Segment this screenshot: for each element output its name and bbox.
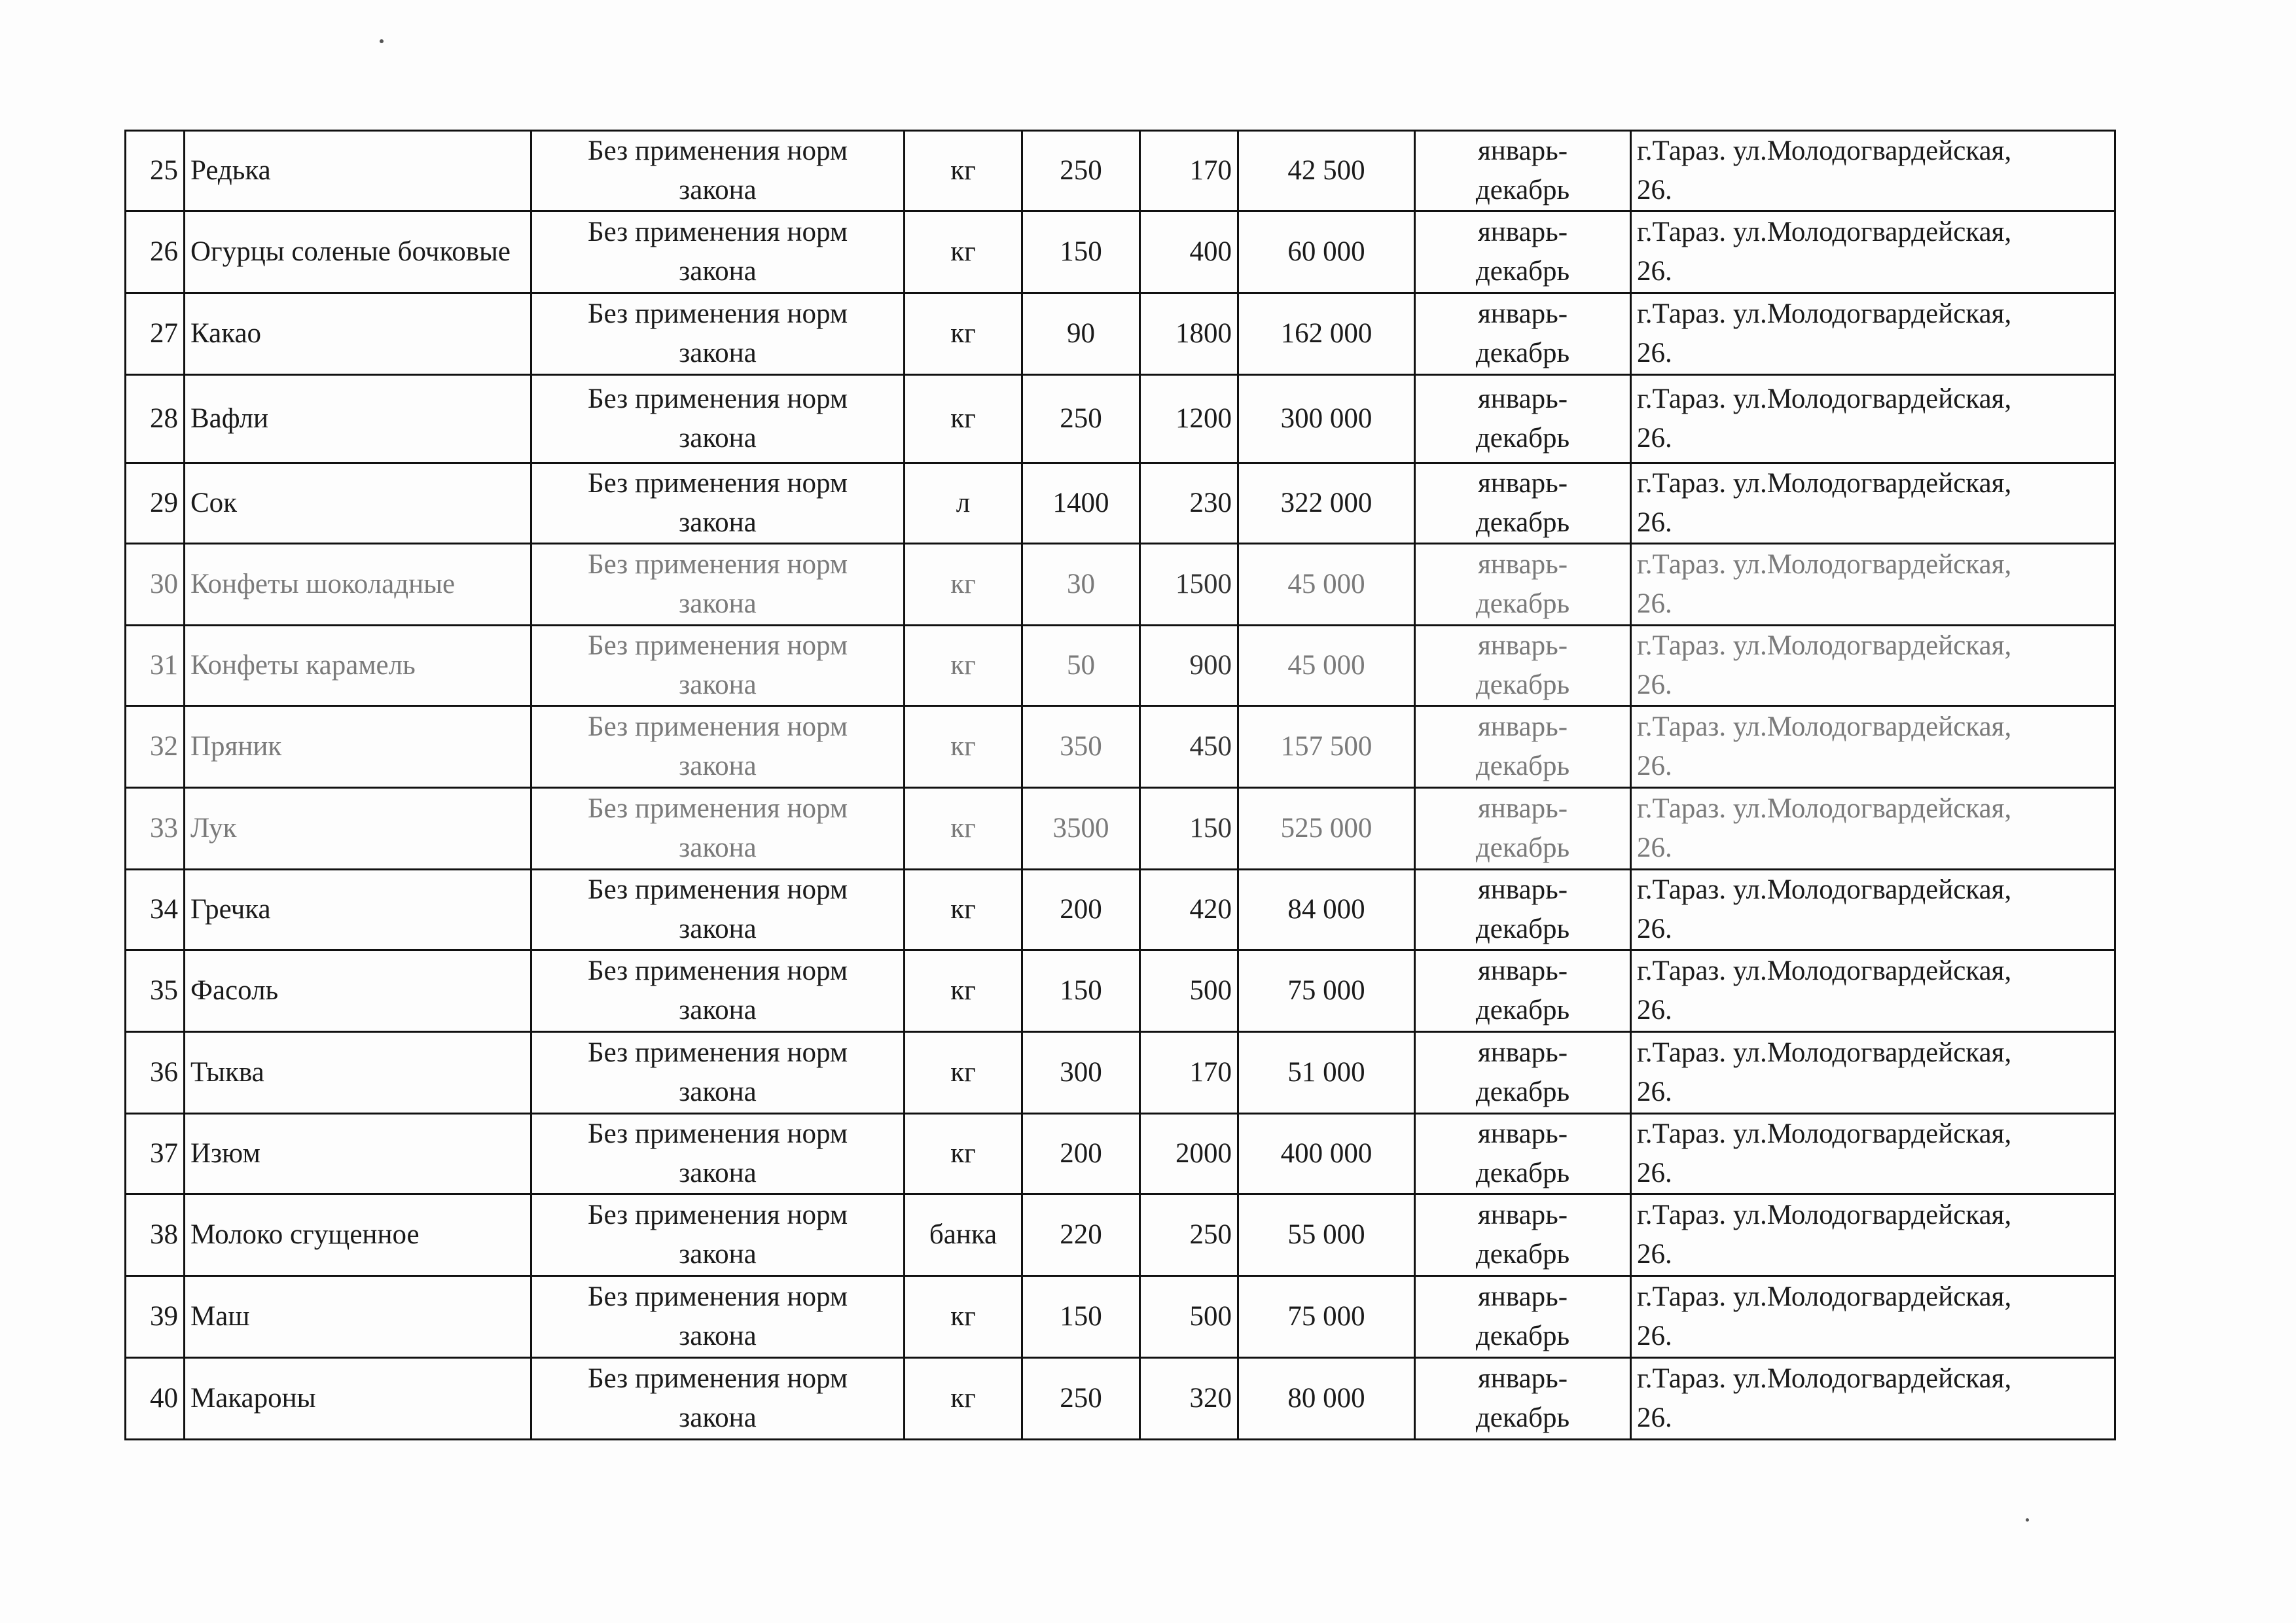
quantity: 200 [1022, 870, 1140, 950]
delivery-place-line1: г.Тараз. ул.Молодогвардейская, [1637, 1363, 2012, 1394]
unit: кг [905, 626, 1022, 706]
table-row [126, 1276, 2115, 1358]
unit-price: 230 [1140, 463, 1238, 544]
delivery-place-line2: 26. [1637, 751, 1672, 781]
product-name: Конфеты шоколадные [185, 544, 531, 626]
delivery-period [1415, 626, 1631, 706]
table-row [126, 293, 2115, 375]
unit: кг [905, 870, 1022, 950]
delivery-period-line2: декабрь [1475, 588, 1570, 619]
delivery-place [1631, 544, 2115, 626]
delivery-period-line1: январь- [1477, 630, 1568, 661]
delivery-place-line2: 26. [1637, 338, 1672, 368]
procurement-method-line2: закона [679, 1077, 757, 1107]
procurement-method-line1: Без применения норм [587, 1281, 848, 1312]
product-name: Какао [185, 293, 531, 375]
row-number: 37 [126, 1114, 185, 1194]
procurement-method-line1: Без применения норм [587, 298, 848, 329]
delivery-place [1631, 1276, 2115, 1358]
unit: кг [905, 544, 1022, 626]
delivery-period-line2: декабрь [1475, 914, 1570, 944]
product-name: Изюм [185, 1114, 531, 1194]
table-row [126, 870, 2115, 950]
row-number: 30 [126, 544, 185, 626]
total-amount: 300 000 [1238, 375, 1415, 463]
quantity: 150 [1022, 211, 1140, 293]
delivery-period [1415, 211, 1631, 293]
unit: кг [905, 1276, 1022, 1358]
unit-price: 900 [1140, 626, 1238, 706]
unit-price: 450 [1140, 706, 1238, 788]
delivery-place-line2: 26. [1637, 588, 1672, 619]
row-number: 33 [126, 788, 185, 870]
procurement-method [531, 544, 905, 626]
row-number: 40 [126, 1358, 185, 1440]
unit: банка [905, 1194, 1022, 1276]
unit-price: 170 [1140, 1032, 1238, 1114]
procurement-method-line2: закона [679, 175, 757, 205]
procurement-method [531, 788, 905, 870]
delivery-period-line2: декабрь [1475, 751, 1570, 781]
row-number: 27 [126, 293, 185, 375]
delivery-period-line1: январь- [1477, 793, 1568, 824]
product-name: Сок [185, 463, 531, 544]
delivery-period-line1: январь- [1477, 711, 1568, 742]
unit-price: 320 [1140, 1358, 1238, 1440]
delivery-period-line2: декабрь [1475, 1158, 1570, 1188]
procurement-method-line2: закона [679, 1158, 757, 1188]
quantity: 300 [1022, 1032, 1140, 1114]
table-row [126, 1032, 2115, 1114]
unit: кг [905, 1032, 1022, 1114]
delivery-period-line1: январь- [1477, 468, 1568, 499]
delivery-period-line2: декабрь [1475, 669, 1570, 700]
unit: кг [905, 131, 1022, 211]
table-row [126, 131, 2115, 211]
delivery-place-line2: 26. [1637, 1321, 1672, 1351]
delivery-period [1415, 870, 1631, 950]
procurement-method [531, 1358, 905, 1440]
delivery-place-line2: 26. [1637, 507, 1672, 538]
delivery-place-line2: 26. [1637, 832, 1672, 863]
unit-price: 420 [1140, 870, 1238, 950]
total-amount: 162 000 [1238, 293, 1415, 375]
unit: кг [905, 950, 1022, 1032]
procurement-method [531, 1114, 905, 1194]
product-name: Вафли [185, 375, 531, 463]
procurement-method-line2: закона [679, 832, 757, 863]
delivery-place-line2: 26. [1637, 995, 1672, 1026]
product-name: Огурцы соленые бочковые [185, 211, 531, 293]
procurement-method [531, 211, 905, 293]
quantity: 90 [1022, 293, 1140, 375]
scan-speck [2026, 1518, 2029, 1522]
procurement-method-line2: закона [679, 995, 757, 1026]
row-number: 36 [126, 1032, 185, 1114]
delivery-place-line1: г.Тараз. ул.Молодогвардейская, [1637, 1200, 2012, 1230]
delivery-place-line1: г.Тараз. ул.Молодогвардейская, [1637, 955, 2012, 986]
unit-price: 1800 [1140, 293, 1238, 375]
product-name: Лук [185, 788, 531, 870]
delivery-place [1631, 788, 2115, 870]
delivery-period-line2: декабрь [1475, 507, 1570, 538]
procurement-method-line2: закона [679, 1239, 757, 1270]
row-number: 38 [126, 1194, 185, 1276]
delivery-place-line1: г.Тараз. ул.Молодогвардейская, [1637, 298, 2012, 329]
total-amount: 60 000 [1238, 211, 1415, 293]
total-amount: 84 000 [1238, 870, 1415, 950]
product-name: Пряник [185, 706, 531, 788]
unit-price: 1500 [1140, 544, 1238, 626]
unit-price: 500 [1140, 950, 1238, 1032]
row-number: 28 [126, 375, 185, 463]
delivery-place [1631, 375, 2115, 463]
table-body [126, 131, 2115, 1440]
unit-price: 250 [1140, 1194, 1238, 1276]
delivery-place-line1: г.Тараз. ул.Молодогвардейская, [1637, 549, 2012, 580]
total-amount: 75 000 [1238, 1276, 1415, 1358]
procurement-method-line2: закона [679, 507, 757, 538]
delivery-place-line1: г.Тараз. ул.Молодогвардейская, [1637, 217, 2012, 247]
unit-price: 170 [1140, 131, 1238, 211]
delivery-period [1415, 1194, 1631, 1276]
procurement-method-line1: Без применения норм [587, 630, 848, 661]
row-number: 39 [126, 1276, 185, 1358]
delivery-place-line2: 26. [1637, 1402, 1672, 1433]
total-amount: 45 000 [1238, 544, 1415, 626]
table-row [126, 544, 2115, 626]
delivery-period [1415, 706, 1631, 788]
delivery-place [1631, 463, 2115, 544]
procurement-method [531, 131, 905, 211]
table-row [126, 375, 2115, 463]
unit-price: 2000 [1140, 1114, 1238, 1194]
delivery-period [1415, 1358, 1631, 1440]
procurement-method-line1: Без применения норм [587, 383, 848, 414]
delivery-period [1415, 788, 1631, 870]
delivery-place-line2: 26. [1637, 669, 1672, 700]
procurement-method [531, 950, 905, 1032]
delivery-place-line2: 26. [1637, 256, 1672, 287]
delivery-place [1631, 950, 2115, 1032]
row-number: 34 [126, 870, 185, 950]
procurement-method-line1: Без применения норм [587, 874, 848, 905]
table-row [126, 1194, 2115, 1276]
table-row [126, 463, 2115, 544]
delivery-period-line1: январь- [1477, 1281, 1568, 1312]
delivery-place-line2: 26. [1637, 1158, 1672, 1188]
delivery-period-line2: декабрь [1475, 175, 1570, 205]
quantity: 250 [1022, 1358, 1140, 1440]
procurement-method-line2: закона [679, 338, 757, 368]
delivery-place [1631, 131, 2115, 211]
procurement-method [531, 706, 905, 788]
delivery-period-line1: январь- [1477, 383, 1568, 414]
product-name: Фасоль [185, 950, 531, 1032]
delivery-period-line2: декабрь [1475, 1077, 1570, 1107]
procurement-method-line2: закона [679, 256, 757, 287]
delivery-place [1631, 1032, 2115, 1114]
delivery-period-line2: декабрь [1475, 1321, 1570, 1351]
row-number: 25 [126, 131, 185, 211]
delivery-place [1631, 706, 2115, 788]
delivery-period-line1: январь- [1477, 549, 1568, 580]
procurement-method-line2: закона [679, 669, 757, 700]
quantity: 250 [1022, 131, 1140, 211]
delivery-place-line1: г.Тараз. ул.Молодогвардейская, [1637, 383, 2012, 414]
delivery-period-line1: январь- [1477, 298, 1568, 329]
delivery-period [1415, 950, 1631, 1032]
quantity: 3500 [1022, 788, 1140, 870]
table-row [126, 626, 2115, 706]
quantity: 150 [1022, 950, 1140, 1032]
product-name: Тыква [185, 1032, 531, 1114]
procurement-method-line2: закона [679, 1402, 757, 1433]
product-name: Конфеты карамель [185, 626, 531, 706]
product-name: Гречка [185, 870, 531, 950]
procurement-method-line2: закона [679, 423, 757, 454]
procurement-method-line1: Без применения норм [587, 1363, 848, 1394]
delivery-period-line2: декабрь [1475, 1239, 1570, 1270]
delivery-place-line1: г.Тараз. ул.Молодогвардейская, [1637, 135, 2012, 166]
procurement-method-line2: закона [679, 751, 757, 781]
delivery-place [1631, 1194, 2115, 1276]
procurement-method [531, 626, 905, 706]
procurement-method [531, 870, 905, 950]
delivery-period-line1: январь- [1477, 217, 1568, 247]
delivery-place-line2: 26. [1637, 175, 1672, 205]
procurement-method-line1: Без применения норм [587, 1200, 848, 1230]
delivery-place [1631, 1358, 2115, 1440]
procurement-method-line1: Без применения норм [587, 468, 848, 499]
unit: кг [905, 211, 1022, 293]
delivery-period [1415, 1114, 1631, 1194]
delivery-period-line1: январь- [1477, 1200, 1568, 1230]
quantity: 1400 [1022, 463, 1140, 544]
delivery-place [1631, 1114, 2115, 1194]
quantity: 50 [1022, 626, 1140, 706]
product-name: Маш [185, 1276, 531, 1358]
unit: кг [905, 293, 1022, 375]
product-name: Редька [185, 131, 531, 211]
procurement-method [531, 463, 905, 544]
procurement-method-line1: Без применения норм [587, 135, 848, 166]
procurement-method-line1: Без применения норм [587, 549, 848, 580]
table-row [126, 950, 2115, 1032]
procurement-table [124, 130, 2116, 1440]
unit: кг [905, 1114, 1022, 1194]
delivery-place-line2: 26. [1637, 1239, 1672, 1270]
total-amount: 45 000 [1238, 626, 1415, 706]
procurement-method-line1: Без применения норм [587, 955, 848, 986]
delivery-place [1631, 211, 2115, 293]
procurement-method-line2: закона [679, 1321, 757, 1351]
product-name: Молоко сгущенное [185, 1194, 531, 1276]
row-number: 31 [126, 626, 185, 706]
quantity: 250 [1022, 375, 1140, 463]
unit-price: 400 [1140, 211, 1238, 293]
procurement-method-line1: Без применения норм [587, 793, 848, 824]
total-amount: 400 000 [1238, 1114, 1415, 1194]
delivery-period-line1: январь- [1477, 874, 1568, 905]
delivery-place-line2: 26. [1637, 423, 1672, 454]
total-amount: 80 000 [1238, 1358, 1415, 1440]
procurement-method-line2: закона [679, 588, 757, 619]
total-amount: 75 000 [1238, 950, 1415, 1032]
delivery-period [1415, 544, 1631, 626]
procurement-method [531, 293, 905, 375]
unit: кг [905, 375, 1022, 463]
delivery-period-line1: январь- [1477, 135, 1568, 166]
delivery-place-line2: 26. [1637, 1077, 1672, 1107]
delivery-place-line1: г.Тараз. ул.Молодогвардейская, [1637, 630, 2012, 661]
total-amount: 42 500 [1238, 131, 1415, 211]
delivery-period [1415, 131, 1631, 211]
delivery-place-line2: 26. [1637, 914, 1672, 944]
delivery-place-line1: г.Тараз. ул.Молодогвардейская, [1637, 1037, 2012, 1068]
row-number: 35 [126, 950, 185, 1032]
delivery-period-line2: декабрь [1475, 1402, 1570, 1433]
total-amount: 51 000 [1238, 1032, 1415, 1114]
table-row [126, 788, 2115, 870]
delivery-place-line1: г.Тараз. ул.Молодогвардейская, [1637, 793, 2012, 824]
procurement-method [531, 1032, 905, 1114]
delivery-place-line1: г.Тараз. ул.Молодогвардейская, [1637, 874, 2012, 905]
product-name: Макароны [185, 1358, 531, 1440]
delivery-period [1415, 375, 1631, 463]
procurement-method [531, 1194, 905, 1276]
procurement-method-line1: Без применения норм [587, 217, 848, 247]
quantity: 350 [1022, 706, 1140, 788]
unit: кг [905, 706, 1022, 788]
total-amount: 55 000 [1238, 1194, 1415, 1276]
procurement-method-line2: закона [679, 914, 757, 944]
row-number: 29 [126, 463, 185, 544]
total-amount: 322 000 [1238, 463, 1415, 544]
quantity: 150 [1022, 1276, 1140, 1358]
delivery-period-line1: январь- [1477, 1037, 1568, 1068]
scan-speck [380, 39, 384, 43]
delivery-period-line2: декабрь [1475, 995, 1570, 1026]
total-amount: 525 000 [1238, 788, 1415, 870]
procurement-method-line1: Без применения норм [587, 1037, 848, 1068]
unit: кг [905, 1358, 1022, 1440]
delivery-place-line1: г.Тараз. ул.Молодогвардейская, [1637, 1118, 2012, 1149]
delivery-period-line2: декабрь [1475, 256, 1570, 287]
delivery-period-line1: январь- [1477, 1118, 1568, 1149]
delivery-period-line1: январь- [1477, 955, 1568, 986]
delivery-place-line1: г.Тараз. ул.Молодогвардейская, [1637, 468, 2012, 499]
delivery-place [1631, 293, 2115, 375]
quantity: 220 [1022, 1194, 1140, 1276]
table-row [126, 706, 2115, 788]
delivery-period [1415, 1032, 1631, 1114]
unit: л [905, 463, 1022, 544]
delivery-period [1415, 463, 1631, 544]
delivery-place [1631, 870, 2115, 950]
delivery-place-line1: г.Тараз. ул.Молодогвардейская, [1637, 1281, 2012, 1312]
procurement-method-line1: Без применения норм [587, 1118, 848, 1149]
delivery-place-line1: г.Тараз. ул.Молодогвардейская, [1637, 711, 2012, 742]
delivery-period-line2: декабрь [1475, 338, 1570, 368]
procurement-method-line1: Без применения норм [587, 711, 848, 742]
quantity: 200 [1022, 1114, 1140, 1194]
delivery-period-line1: январь- [1477, 1363, 1568, 1394]
delivery-place [1631, 626, 2115, 706]
row-number: 26 [126, 211, 185, 293]
unit-price: 500 [1140, 1276, 1238, 1358]
table-row [126, 1114, 2115, 1194]
unit-price: 1200 [1140, 375, 1238, 463]
delivery-period-line2: декабрь [1475, 832, 1570, 863]
delivery-period [1415, 1276, 1631, 1358]
row-number: 32 [126, 706, 185, 788]
delivery-period-line2: декабрь [1475, 423, 1570, 454]
quantity: 30 [1022, 544, 1140, 626]
procurement-method [531, 375, 905, 463]
table-row [126, 211, 2115, 293]
delivery-period [1415, 293, 1631, 375]
procurement-method [531, 1276, 905, 1358]
total-amount: 157 500 [1238, 706, 1415, 788]
table-row [126, 1358, 2115, 1440]
unit: кг [905, 788, 1022, 870]
unit-price: 150 [1140, 788, 1238, 870]
